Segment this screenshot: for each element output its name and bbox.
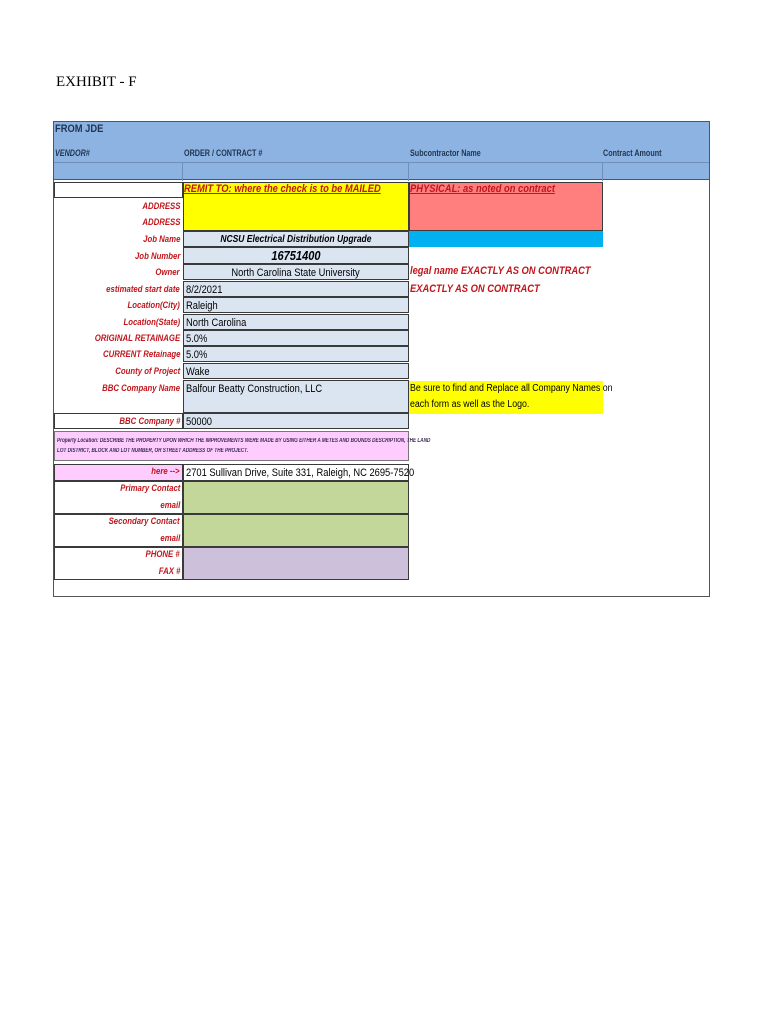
replace-note-line2: each form as well as the Logo. (410, 399, 530, 410)
label-bbc-company-name: BBC Company Name (102, 383, 180, 394)
property-location-line2: LOT DISTRICT, BLOCK AND LOT NUMBER, OR STREET ADDRESS OF THE PROJECT. (57, 448, 249, 454)
label-job-name: Job Name (142, 234, 180, 245)
label-primary-email: email (160, 500, 180, 511)
phone-fax-field[interactable] (183, 547, 409, 580)
remit-note: REMIT TO: where the check is to be MAILED (184, 183, 381, 195)
original-retainage-value[interactable]: 5.0% (183, 330, 409, 346)
col-subcontractor: Subcontractor Name (410, 148, 481, 158)
property-location-line1: Property Location: DESCRIBE THE PROPERTY UPON WHICH THE IMPROVEMENTS WERE MADE BY USING EITHER A METES AND BOUNDS DESCRIPTION, THE LAND (57, 438, 431, 444)
label-job-number: Job Number (134, 251, 180, 262)
exhibit-title: EXHIBIT - F (56, 74, 137, 90)
col-amount: Contract Amount (603, 148, 662, 158)
property-location-instructions (54, 431, 431, 461)
job-number-value[interactable]: 16751400 (183, 247, 409, 264)
label-primary-contact: Primary Contact (119, 483, 180, 494)
amount-cell[interactable] (603, 163, 709, 181)
header-entry-row[interactable] (54, 162, 709, 180)
label-secondary-contact: Secondary Contact (109, 516, 180, 527)
vendor-cell[interactable] (54, 163, 183, 181)
bbc-company-name-value[interactable]: Balfour Beatty Construction, LLC (183, 380, 409, 413)
property-address-value[interactable]: 2701 Sullivan Drive, Suite 331, Raleigh, NC 2695-7520 (183, 464, 409, 481)
replace-names-note (409, 381, 613, 414)
subcontractor-cell[interactable] (409, 163, 603, 181)
label-phone: PHONE # (145, 549, 180, 560)
county-value[interactable]: Wake (183, 363, 409, 379)
order-cell[interactable] (183, 163, 409, 181)
legal-name-note: legal name EXACTLY AS ON CONTRACT (410, 265, 591, 277)
location-city-value[interactable]: Raleigh (183, 297, 409, 313)
label-location-city: Location(City) (127, 300, 180, 311)
label-address-2: ADDRESS (141, 217, 180, 228)
col-order: ORDER / CONTRACT # (184, 148, 263, 158)
replace-note-line1: Be sure to find and Replace all Company Names on (410, 383, 613, 394)
bbc-company-num-label-cell (54, 413, 183, 429)
start-date-value[interactable]: 8/2/2021 (183, 281, 409, 297)
primary-contact-field[interactable] (183, 481, 409, 514)
location-state-value[interactable]: North Carolina (183, 314, 409, 330)
bbc-company-num-value[interactable]: 50000 (183, 413, 409, 429)
owner-value[interactable]: North Carolina State University (183, 264, 409, 280)
label-current-retainage: CURRENT Retainage (102, 349, 180, 360)
header-title: FROM JDE (55, 123, 104, 135)
label-address-1: ADDRESS (141, 201, 180, 212)
label-original-retainage: ORIGINAL RETAINAGE (94, 333, 180, 344)
label-county: County of Project (115, 366, 180, 377)
label-owner: Owner (155, 267, 180, 278)
label-location-state: Location(State) (123, 317, 180, 328)
physical-note: PHYSICAL: as noted on contract (410, 183, 555, 195)
blank-label-cell (54, 182, 183, 198)
col-vendor: VENDOR# (55, 148, 90, 158)
job-name-value[interactable]: NCSU Electrical Distribution Upgrade (183, 231, 409, 247)
current-retainage-value[interactable]: 5.0% (183, 346, 409, 362)
subcontractor-highlight[interactable] (409, 231, 603, 247)
label-start-date: estimated start date (106, 284, 180, 295)
label-here: here --> (151, 466, 180, 477)
exactly-note: EXACTLY AS ON CONTRACT (410, 283, 540, 295)
label-bbc-company-num: BBC Company # (118, 416, 180, 427)
secondary-contact-field[interactable] (183, 514, 409, 547)
label-secondary-email: email (160, 533, 180, 544)
label-fax: FAX # (158, 566, 180, 577)
